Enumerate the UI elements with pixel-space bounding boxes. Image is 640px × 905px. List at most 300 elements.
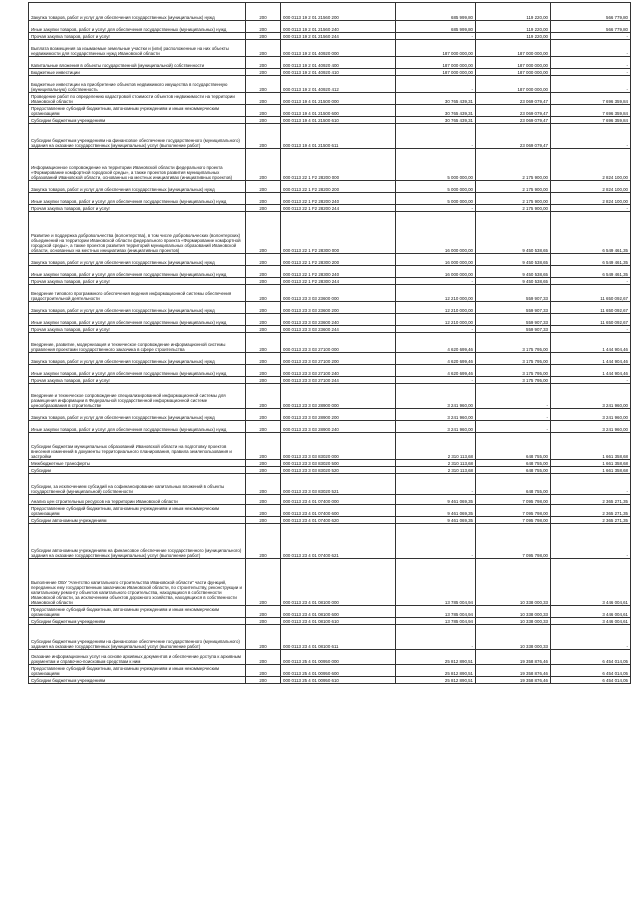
table-row bbox=[29, 57, 631, 69]
row-budget-classification-code: 000 0113 23 3 03 27100 240 bbox=[281, 365, 396, 377]
row-unexecuted-amount: - bbox=[551, 69, 631, 76]
row-description: Капитальные вложения в объекты государственной (муниципальной) собственности bbox=[29, 57, 246, 69]
row-approved-amount: 9 461 069,35 bbox=[396, 495, 476, 505]
row-unexecuted-amount: - bbox=[551, 124, 631, 149]
row-line-code: 200 bbox=[246, 212, 281, 254]
row-budget-classification-code: 000 0113 23 4 01 08100 000 bbox=[281, 559, 396, 606]
row-budget-classification-code: 000 0113 19 2 01 21560 244 bbox=[281, 33, 396, 40]
row-approved-amount: 187 000 000,00 bbox=[396, 57, 476, 69]
row-executed-amount: 7 095 798,00 bbox=[476, 517, 551, 524]
row-line-code: 200 bbox=[246, 495, 281, 505]
row-budget-classification-code: 000 0113 19 2 01 21560 240 bbox=[281, 21, 396, 33]
table-row bbox=[29, 505, 631, 517]
row-budget-classification-code: 000 0113 19 2 01 40920 400 bbox=[281, 57, 396, 69]
row-budget-classification-code: 000 0113 23 3 03 23600 200 bbox=[281, 302, 396, 314]
row-budget-classification-code: 000 0113 23 3 03 28900 240 bbox=[281, 421, 396, 433]
table-row bbox=[29, 377, 631, 384]
table-row bbox=[29, 433, 631, 460]
table-row bbox=[29, 625, 631, 650]
row-approved-amount: 16 000 000,00 bbox=[396, 266, 476, 278]
row-line-code: 200 bbox=[246, 326, 281, 333]
row-line-code: 200 bbox=[246, 69, 281, 76]
row-description: Прочая закупка товаров, работ и услуг bbox=[29, 326, 246, 333]
row-unexecuted-amount: - bbox=[551, 76, 631, 93]
row-unexecuted-amount: 2 365 271,35 bbox=[551, 517, 631, 524]
table-row bbox=[29, 124, 631, 149]
row-budget-classification-code: 000 0113 25 4 01 00950 600 bbox=[281, 665, 396, 677]
row-unexecuted-amount: 1 661 358,68 bbox=[551, 460, 631, 467]
row-executed-amount: - bbox=[476, 409, 551, 421]
row-approved-amount: - bbox=[396, 76, 476, 93]
row-budget-classification-code: 000 0113 22 1 F2 28200 000 bbox=[281, 149, 396, 181]
row-unexecuted-amount: - bbox=[551, 33, 631, 40]
row-line-code: 200 bbox=[246, 650, 281, 665]
row-description: Иные закупки товаров, работ и услуг для обеспечения государственных (муниципальных) нужд bbox=[29, 193, 246, 205]
row-approved-amount: 16 000 000,00 bbox=[396, 212, 476, 254]
row-unexecuted-amount: 1 661 358,68 bbox=[551, 467, 631, 474]
row-executed-amount: 3 175 795,00 bbox=[476, 333, 551, 353]
row-budget-classification-code: 000 0113 23 3 03 27100 244 bbox=[281, 377, 396, 384]
row-unexecuted-amount: 1 661 358,68 bbox=[551, 433, 631, 460]
row-line-code: 200 bbox=[246, 181, 281, 193]
row-description: Закупка товаров, работ и услуг для обеспечения государственных (муниципальных) нужд bbox=[29, 353, 246, 365]
row-approved-amount: 3 241 960,00 bbox=[396, 421, 476, 433]
row-line-code: 200 bbox=[246, 21, 281, 33]
table-row bbox=[29, 365, 631, 377]
table-row bbox=[29, 384, 631, 409]
row-unexecuted-amount: 2 365 271,35 bbox=[551, 495, 631, 505]
row-line-code: 200 bbox=[246, 285, 281, 302]
row-line-code: 200 bbox=[246, 205, 281, 212]
row-unexecuted-amount: - bbox=[551, 474, 631, 495]
row-line-code: 200 bbox=[246, 353, 281, 365]
row-executed-amount: 648 755,00 bbox=[476, 474, 551, 495]
row-budget-classification-code: 000 0113 22 1 F2 28300 200 bbox=[281, 254, 396, 266]
row-unexecuted-amount: 1 444 904,46 bbox=[551, 353, 631, 365]
row-approved-amount: 13 785 004,94 bbox=[396, 559, 476, 606]
row-line-code: 200 bbox=[246, 625, 281, 650]
row-line-code: 200 bbox=[246, 93, 281, 105]
table-row bbox=[29, 409, 631, 421]
row-line-code: 200 bbox=[246, 677, 281, 684]
row-approved-amount: 9 461 069,35 bbox=[396, 505, 476, 517]
table-row bbox=[29, 517, 631, 524]
row-executed-amount: 559 907,33 bbox=[476, 326, 551, 333]
row-executed-amount: 9 450 538,65 bbox=[476, 266, 551, 278]
row-budget-classification-code: 000 0113 25 4 01 00950 000 bbox=[281, 650, 396, 665]
row-budget-classification-code: 000 0113 19 2 01 40920 410 bbox=[281, 69, 396, 76]
row-line-code: 200 bbox=[246, 421, 281, 433]
row-executed-amount: 23 069 079,47 bbox=[476, 105, 551, 117]
row-executed-amount: 648 755,00 bbox=[476, 460, 551, 467]
row-description: Субсидии бюджетам муниципальных образований Ивановской области на подготовку проектов внесения изменений в документы территориального планирования, правила землепользования и застройки bbox=[29, 433, 246, 460]
row-description: Прочая закупка товаров, работ и услуг bbox=[29, 377, 246, 384]
row-executed-amount: 2 175 900,00 bbox=[476, 181, 551, 193]
row-budget-classification-code: 000 0113 23 3 03 27100 200 bbox=[281, 353, 396, 365]
table-body bbox=[29, 3, 631, 684]
row-budget-classification-code: 000 0113 23 3 03 23600 244 bbox=[281, 326, 396, 333]
row-executed-amount: 3 175 795,00 bbox=[476, 353, 551, 365]
row-executed-amount: 10 338 000,33 bbox=[476, 606, 551, 618]
row-description: Бюджетные инвестиции на приобретение объектов недвижимого имущества в государственную (муниципальную) собственность bbox=[29, 76, 246, 93]
row-executed-amount: 559 907,33 bbox=[476, 285, 551, 302]
row-executed-amount: 7 095 798,00 bbox=[476, 524, 551, 559]
table-row bbox=[29, 33, 631, 40]
row-description: Закупка товаров, работ и услуг для обеспечения государственных (муниципальных) нужд bbox=[29, 409, 246, 421]
row-executed-amount: 2 175 900,00 bbox=[476, 193, 551, 205]
row-approved-amount: 2 310 113,68 bbox=[396, 460, 476, 467]
table-row bbox=[29, 193, 631, 205]
table-row bbox=[29, 650, 631, 665]
row-budget-classification-code: 000 0113 19 2 01 21560 200 bbox=[281, 3, 396, 21]
row-executed-amount: 3 175 795,00 bbox=[476, 365, 551, 377]
row-description: Субсидии bbox=[29, 467, 246, 474]
row-approved-amount: 5 000 000,00 bbox=[396, 193, 476, 205]
row-description: Анализ цен строительных ресурсов на территории Ивановской области bbox=[29, 495, 246, 505]
table-row bbox=[29, 117, 631, 124]
row-approved-amount: - bbox=[396, 524, 476, 559]
row-executed-amount: 187 000 000,00 bbox=[476, 40, 551, 57]
row-approved-amount: 12 210 000,00 bbox=[396, 302, 476, 314]
row-executed-amount: 3 175 795,00 bbox=[476, 377, 551, 384]
row-description: Предоставление субсидий бюджетным, автономным учреждениям и иным некоммерческим организациям bbox=[29, 105, 246, 117]
table-row bbox=[29, 467, 631, 474]
row-unexecuted-amount: - bbox=[551, 278, 631, 285]
table-row bbox=[29, 205, 631, 212]
row-executed-amount: 648 755,00 bbox=[476, 433, 551, 460]
row-line-code: 200 bbox=[246, 57, 281, 69]
table-row bbox=[29, 21, 631, 33]
row-executed-amount: 119 220,00 bbox=[476, 33, 551, 40]
row-unexecuted-amount: 6 454 014,05 bbox=[551, 665, 631, 677]
row-executed-amount: 9 450 538,65 bbox=[476, 254, 551, 266]
row-approved-amount: 9 461 069,35 bbox=[396, 517, 476, 524]
table-row bbox=[29, 278, 631, 285]
row-budget-classification-code: 000 0113 19 2 01 40920 412 bbox=[281, 76, 396, 93]
row-line-code: 200 bbox=[246, 76, 281, 93]
row-approved-amount: - bbox=[396, 278, 476, 285]
row-budget-classification-code: 000 0113 23 3 03 83020 520 bbox=[281, 467, 396, 474]
row-description: Иные закупки товаров, работ и услуг для обеспечения государственных (муниципальных) нужд bbox=[29, 314, 246, 326]
row-unexecuted-amount: 11 650 092,67 bbox=[551, 302, 631, 314]
row-budget-classification-code: 000 0113 23 4 01 08100 600 bbox=[281, 606, 396, 618]
row-budget-classification-code: 000 0113 23 3 03 23600 000 bbox=[281, 285, 396, 302]
row-unexecuted-amount: - bbox=[551, 524, 631, 559]
row-description: Субсидии бюджетным учреждениям bbox=[29, 117, 246, 124]
table-row bbox=[29, 181, 631, 193]
row-executed-amount: 559 907,33 bbox=[476, 314, 551, 326]
row-description: Иные закупки товаров, работ и услуг для обеспечения государственных (муниципальных) нужд bbox=[29, 421, 246, 433]
row-approved-amount: 4 620 699,46 bbox=[396, 353, 476, 365]
row-line-code: 200 bbox=[246, 117, 281, 124]
row-approved-amount: 685 999,80 bbox=[396, 3, 476, 21]
row-approved-amount: 4 620 699,46 bbox=[396, 333, 476, 353]
row-description: Предоставление субсидий бюджетным, автономным учреждениям и иным некоммерческим организациям bbox=[29, 606, 246, 618]
row-approved-amount: 12 210 000,00 bbox=[396, 314, 476, 326]
row-line-code: 200 bbox=[246, 149, 281, 181]
table-row bbox=[29, 495, 631, 505]
row-description: Внедрение и техническое сопровождение специализированной информационной системы для размещения информации в Федеральной государственной информационной системе ценообразования в строительстве bbox=[29, 384, 246, 409]
row-unexecuted-amount: 6 549 461,35 bbox=[551, 212, 631, 254]
row-approved-amount: - bbox=[396, 625, 476, 650]
row-unexecuted-amount: 7 696 359,84 bbox=[551, 105, 631, 117]
table-row bbox=[29, 76, 631, 93]
row-description: Информационное сопровождение на территории Ивановской области федерального проекта «Формирование комфортной городской среды», а также проектов развития муниципальных образований Ивановской области, основанных на местных инициативах (инициативных проектов) bbox=[29, 149, 246, 181]
row-executed-amount: 559 907,33 bbox=[476, 302, 551, 314]
row-line-code: 200 bbox=[246, 33, 281, 40]
row-description: Закупка товаров, работ и услуг для обеспечения государственных (муниципальных) нужд bbox=[29, 302, 246, 314]
table-row bbox=[29, 149, 631, 181]
table-row bbox=[29, 524, 631, 559]
row-description: Субсидии бюджетным учреждениям bbox=[29, 618, 246, 625]
row-approved-amount: - bbox=[396, 205, 476, 212]
table-row bbox=[29, 266, 631, 278]
row-unexecuted-amount: 6 454 014,05 bbox=[551, 650, 631, 665]
row-approved-amount: 3 241 960,00 bbox=[396, 384, 476, 409]
row-description: Развитие и поддержка добровольчества (волонтерства), в том числе добровольческих (волонтерских) объединений на территории Ивановской области федерального проекта «Формирование комфортной городской среды», а также проектов развития территорий муниципальных образований Ивановской области, основанных на местных инициативах (инициативных проектов) bbox=[29, 212, 246, 254]
row-budget-classification-code: 000 0113 22 1 F2 28300 240 bbox=[281, 266, 396, 278]
row-executed-amount: - bbox=[476, 384, 551, 409]
row-budget-classification-code: 000 0113 23 4 01 07400 620 bbox=[281, 517, 396, 524]
row-approved-amount: 16 000 000,00 bbox=[396, 254, 476, 266]
row-description: Субсидии автономным учреждениям bbox=[29, 517, 246, 524]
row-line-code: 200 bbox=[246, 409, 281, 421]
row-executed-amount: 187 000 000,00 bbox=[476, 57, 551, 69]
row-description: Предоставление субсидий бюджетным, автономным учреждениям и иным некоммерческим организациям bbox=[29, 505, 246, 517]
row-approved-amount: 30 765 439,31 bbox=[396, 93, 476, 105]
row-description: Иные закупки товаров, работ и услуг для обеспечения государственных (муниципальных) нужд bbox=[29, 21, 246, 33]
table-row bbox=[29, 326, 631, 333]
row-approved-amount: - bbox=[396, 474, 476, 495]
table-row bbox=[29, 559, 631, 606]
row-executed-amount: 187 000 000,00 bbox=[476, 76, 551, 93]
row-line-code: 200 bbox=[246, 384, 281, 409]
row-approved-amount: 12 210 000,00 bbox=[396, 285, 476, 302]
row-unexecuted-amount: - bbox=[551, 377, 631, 384]
row-budget-classification-code: 000 0113 23 4 01 08100 610 bbox=[281, 618, 396, 625]
row-executed-amount: 10 338 000,33 bbox=[476, 559, 551, 606]
table-row bbox=[29, 212, 631, 254]
row-line-code: 200 bbox=[246, 606, 281, 618]
row-budget-classification-code: 000 0113 23 3 03 83020 500 bbox=[281, 460, 396, 467]
row-description: Прочая закупка товаров, работ и услуг bbox=[29, 205, 246, 212]
row-unexecuted-amount: 3 446 004,61 bbox=[551, 618, 631, 625]
row-approved-amount: 25 812 890,51 bbox=[396, 677, 476, 684]
row-unexecuted-amount: - bbox=[551, 57, 631, 69]
row-approved-amount: 2 310 113,68 bbox=[396, 467, 476, 474]
row-line-code: 200 bbox=[246, 40, 281, 57]
row-executed-amount: 119 220,00 bbox=[476, 21, 551, 33]
row-unexecuted-amount: 3 446 004,61 bbox=[551, 559, 631, 606]
row-executed-amount: 7 095 798,00 bbox=[476, 505, 551, 517]
row-budget-classification-code: 000 0113 23 3 03 83020 000 bbox=[281, 433, 396, 460]
row-executed-amount: 9 450 538,65 bbox=[476, 278, 551, 285]
row-description: Иные закупки товаров, работ и услуг для обеспечения государственных (муниципальных) нужд bbox=[29, 266, 246, 278]
table-row bbox=[29, 69, 631, 76]
row-unexecuted-amount: - bbox=[551, 205, 631, 212]
row-description: Внедрение типового программного обеспечения ведения информационной системы обеспечения градостроительной деятельности bbox=[29, 285, 246, 302]
row-approved-amount: 5 000 000,00 bbox=[396, 149, 476, 181]
row-budget-classification-code: 000 0113 19 4 01 21500 000 bbox=[281, 93, 396, 105]
table-row bbox=[29, 40, 631, 57]
row-line-code: 200 bbox=[246, 3, 281, 21]
row-unexecuted-amount: 7 696 359,84 bbox=[551, 93, 631, 105]
row-description: Субсидии, за исключением субсидий на софинансирование капитальных вложений в объекты государственной (муниципальной) собственности bbox=[29, 474, 246, 495]
row-description: Проведение работ по определению кадастровой стоимости объектов недвижимости на территории Ивановской области bbox=[29, 93, 246, 105]
row-line-code: 200 bbox=[246, 467, 281, 474]
row-unexecuted-amount: 7 696 359,84 bbox=[551, 117, 631, 124]
row-unexecuted-amount: - bbox=[551, 625, 631, 650]
row-approved-amount: 13 785 004,94 bbox=[396, 606, 476, 618]
row-executed-amount: 10 338 000,33 bbox=[476, 618, 551, 625]
row-line-code: 200 bbox=[246, 665, 281, 677]
row-line-code: 200 bbox=[246, 505, 281, 517]
row-budget-classification-code: 000 0113 23 4 01 07400 600 bbox=[281, 505, 396, 517]
row-budget-classification-code: 000 0113 19 4 01 21500 600 bbox=[281, 105, 396, 117]
row-executed-amount: 10 338 000,33 bbox=[476, 625, 551, 650]
row-line-code: 200 bbox=[246, 105, 281, 117]
row-description: Предоставление субсидий бюджетным, автономным учреждениям и иным некоммерческим организациям bbox=[29, 665, 246, 677]
row-executed-amount: 23 069 079,47 bbox=[476, 124, 551, 149]
row-approved-amount: - bbox=[396, 33, 476, 40]
row-approved-amount: 2 310 113,68 bbox=[396, 433, 476, 460]
row-approved-amount: 25 812 890,51 bbox=[396, 650, 476, 665]
row-unexecuted-amount: 11 650 092,67 bbox=[551, 314, 631, 326]
row-unexecuted-amount: 3 241 960,00 bbox=[551, 409, 631, 421]
row-line-code: 200 bbox=[246, 377, 281, 384]
row-approved-amount: 30 765 439,31 bbox=[396, 105, 476, 117]
table-row bbox=[29, 474, 631, 495]
row-budget-classification-code: 000 0113 23 4 01 07400 621 bbox=[281, 524, 396, 559]
budget-execution-table bbox=[28, 2, 631, 684]
row-unexecuted-amount: 566 779,80 bbox=[551, 3, 631, 21]
row-line-code: 200 bbox=[246, 193, 281, 205]
row-unexecuted-amount: 1 444 904,46 bbox=[551, 365, 631, 377]
row-executed-amount: 23 069 079,47 bbox=[476, 117, 551, 124]
row-line-code: 200 bbox=[246, 314, 281, 326]
row-unexecuted-amount: 6 549 461,35 bbox=[551, 266, 631, 278]
row-approved-amount: - bbox=[396, 377, 476, 384]
row-approved-amount: 30 765 439,31 bbox=[396, 117, 476, 124]
row-description: Прочая закупка товаров, работ и услуг bbox=[29, 278, 246, 285]
row-description: Иные закупки товаров, работ и услуг для обеспечения государственных (муниципальных) нужд bbox=[29, 365, 246, 377]
table-row bbox=[29, 3, 631, 21]
row-line-code: 200 bbox=[246, 433, 281, 460]
row-approved-amount: 4 620 699,46 bbox=[396, 365, 476, 377]
row-executed-amount: - bbox=[476, 421, 551, 433]
row-budget-classification-code: 000 0113 23 3 03 83020 521 bbox=[281, 474, 396, 495]
table-row bbox=[29, 618, 631, 625]
table-row bbox=[29, 421, 631, 433]
row-executed-amount: 19 358 876,46 bbox=[476, 677, 551, 684]
row-description: Выплата возмещения за изымаемые земельные участки и (или) расположенные на них объекты недвижимости для государственных нужд Ивановской области bbox=[29, 40, 246, 57]
row-approved-amount: 187 000 000,00 bbox=[396, 69, 476, 76]
row-line-code: 200 bbox=[246, 524, 281, 559]
row-unexecuted-amount: - bbox=[551, 326, 631, 333]
table-row bbox=[29, 285, 631, 302]
row-description: Субсидии бюджетным учреждениям на финансовое обеспечение государственного (муниципального) задания на оказание государственных (муниципальных) услуг (выполнение работ) bbox=[29, 124, 246, 149]
row-budget-classification-code: 000 0113 23 3 03 28900 200 bbox=[281, 409, 396, 421]
row-executed-amount: 7 095 798,00 bbox=[476, 495, 551, 505]
table-row bbox=[29, 254, 631, 266]
row-description: Межбюджетные трансферты bbox=[29, 460, 246, 467]
row-budget-classification-code: 000 0113 23 3 03 23600 240 bbox=[281, 314, 396, 326]
table-row bbox=[29, 302, 631, 314]
row-approved-amount: 685 999,80 bbox=[396, 21, 476, 33]
table-row bbox=[29, 665, 631, 677]
row-unexecuted-amount: 2 824 100,00 bbox=[551, 181, 631, 193]
row-executed-amount: 19 358 876,46 bbox=[476, 650, 551, 665]
row-budget-classification-code: 000 0113 23 3 03 27100 000 bbox=[281, 333, 396, 353]
row-budget-classification-code: 000 0113 19 2 01 40920 000 bbox=[281, 40, 396, 57]
row-budget-classification-code: 000 0113 19 4 01 21500 611 bbox=[281, 124, 396, 149]
table-row bbox=[29, 606, 631, 618]
row-unexecuted-amount: 3 241 960,00 bbox=[551, 384, 631, 409]
row-approved-amount: - bbox=[396, 124, 476, 149]
row-executed-amount: 19 358 876,46 bbox=[476, 665, 551, 677]
row-description: Закупка товаров, работ и услуг для обеспечения государственных (муниципальных) нужд bbox=[29, 254, 246, 266]
table-row bbox=[29, 105, 631, 117]
table-row bbox=[29, 314, 631, 326]
row-description: Субсидии бюджетным учреждениям на финансовое обеспечение государственного (муниципального) задания на оказание государственных (муниципальных) услуг (выполнение работ) bbox=[29, 625, 246, 650]
row-description: Внедрение, развитие, модернизация и техническое сопровождение информационной системы управления проектами государственного заказчика в сфере строительства bbox=[29, 333, 246, 353]
row-description: Бюджетные инвестиции bbox=[29, 69, 246, 76]
row-line-code: 200 bbox=[246, 460, 281, 467]
row-unexecuted-amount: 2 365 271,35 bbox=[551, 505, 631, 517]
row-executed-amount: 2 175 900,00 bbox=[476, 205, 551, 212]
row-approved-amount: 187 000 000,00 bbox=[396, 40, 476, 57]
row-unexecuted-amount: 11 650 092,67 bbox=[551, 285, 631, 302]
row-approved-amount: 25 812 890,51 bbox=[396, 665, 476, 677]
row-executed-amount: 23 069 079,47 bbox=[476, 93, 551, 105]
row-line-code: 200 bbox=[246, 124, 281, 149]
row-unexecuted-amount: 3 446 004,61 bbox=[551, 606, 631, 618]
row-executed-amount: 187 000 000,00 bbox=[476, 69, 551, 76]
row-approved-amount: 13 785 004,94 bbox=[396, 618, 476, 625]
row-approved-amount: 3 241 960,00 bbox=[396, 409, 476, 421]
row-budget-classification-code: 000 0113 22 1 F2 28200 240 bbox=[281, 193, 396, 205]
row-approved-amount: - bbox=[396, 326, 476, 333]
row-unexecuted-amount: 2 824 100,00 bbox=[551, 149, 631, 181]
row-budget-classification-code: 000 0113 25 4 01 00950 610 bbox=[281, 677, 396, 684]
row-executed-amount: 119 220,00 bbox=[476, 3, 551, 21]
row-description: Субсидии автономным учреждениям на финансовое обеспечение государственного (муниципального) задания на оказание государственных (муниципальных) услуг (выполнение работ) bbox=[29, 524, 246, 559]
row-line-code: 200 bbox=[246, 618, 281, 625]
row-budget-classification-code: 000 0113 23 3 03 28900 000 bbox=[281, 384, 396, 409]
row-line-code: 200 bbox=[246, 333, 281, 353]
row-budget-classification-code: 000 0113 22 1 F2 28300 000 bbox=[281, 212, 396, 254]
row-budget-classification-code: 000 0113 22 1 F2 28300 244 bbox=[281, 278, 396, 285]
row-unexecuted-amount: 3 241 960,00 bbox=[551, 421, 631, 433]
row-unexecuted-amount: 1 444 904,46 bbox=[551, 333, 631, 353]
row-unexecuted-amount: - bbox=[551, 40, 631, 57]
row-description: Закупка товаров, работ и услуг для обеспечения государственных (муниципальных) нужд bbox=[29, 181, 246, 193]
row-line-code: 200 bbox=[246, 278, 281, 285]
table-row bbox=[29, 353, 631, 365]
row-budget-classification-code: 000 0113 19 4 01 21500 610 bbox=[281, 117, 396, 124]
row-budget-classification-code: 000 0113 22 1 F2 28200 200 bbox=[281, 181, 396, 193]
row-unexecuted-amount: 6 454 014,05 bbox=[551, 677, 631, 684]
row-line-code: 200 bbox=[246, 254, 281, 266]
row-line-code: 200 bbox=[246, 517, 281, 524]
table-row bbox=[29, 93, 631, 105]
row-line-code: 200 bbox=[246, 559, 281, 606]
row-budget-classification-code: 000 0113 23 4 01 08100 611 bbox=[281, 625, 396, 650]
row-unexecuted-amount: 566 779,80 bbox=[551, 21, 631, 33]
row-line-code: 200 bbox=[246, 474, 281, 495]
row-unexecuted-amount: 6 549 461,35 bbox=[551, 254, 631, 266]
row-budget-classification-code: 000 0113 22 1 F2 28200 244 bbox=[281, 205, 396, 212]
